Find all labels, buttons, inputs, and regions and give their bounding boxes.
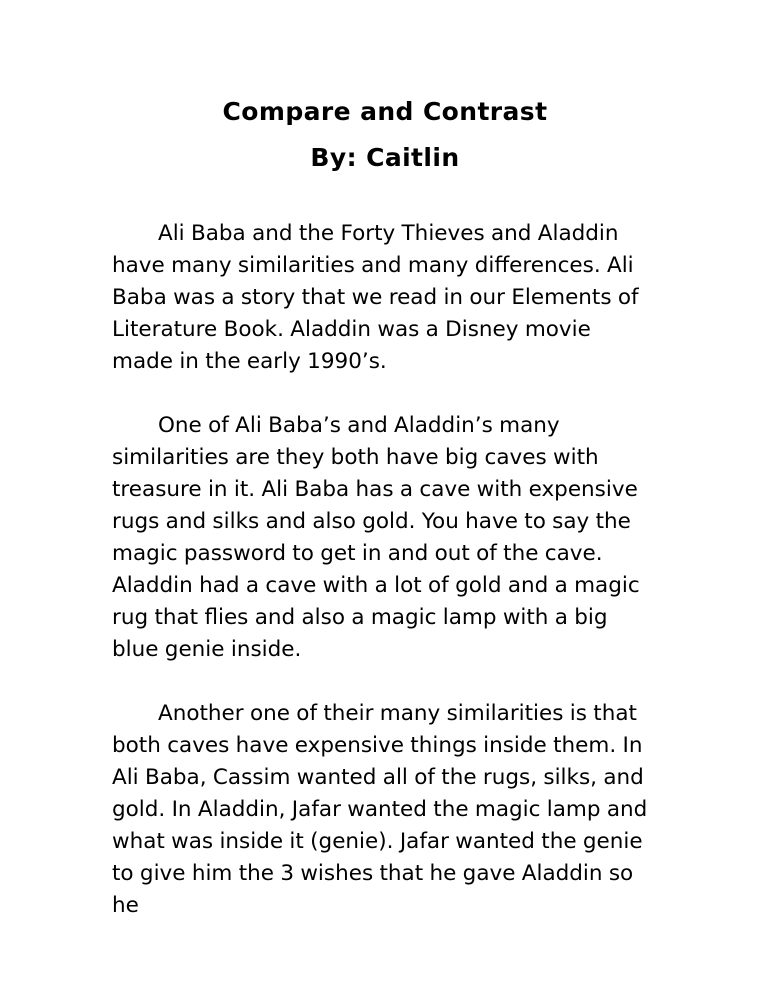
document-header <box>112 0 658 174</box>
document-body <box>112 218 658 922</box>
document-content <box>112 0 658 922</box>
paragraph: Another one of their many similarities is that both caves have expensive things inside them. In Ali Baba, Cassim wanted all of the rugs, silks, and gold. In Aladdin, Jafar wanted the magic lamp and what was inside it (genie). Jafar wanted the genie to give him the 3 wishes that he gave Aladdin so he <box>112 701 648 918</box>
paragraph: Ali Baba and the Forty Thieves and Aladdin have many similarities and many differences. Ali Baba was a story that we read in our Elements of Literature Book. Aladdin was a Disney movie made in the early 1990’s. <box>112 221 639 374</box>
paragraph: One of Ali Baba’s and Aladdin’s many similarities are they both have big caves with treasure in it. Ali Baba has a cave with expensive rugs and silks and also gold. You have to say the magic password to get in and out of the cave. Aladdin had a cave with a lot of gold and a magic rug that flies and also a magic lamp with a big blue genie inside. <box>112 413 640 662</box>
author-byline: By: Caitlin <box>310 143 460 172</box>
page-title: Compare and Contrast <box>222 97 548 126</box>
